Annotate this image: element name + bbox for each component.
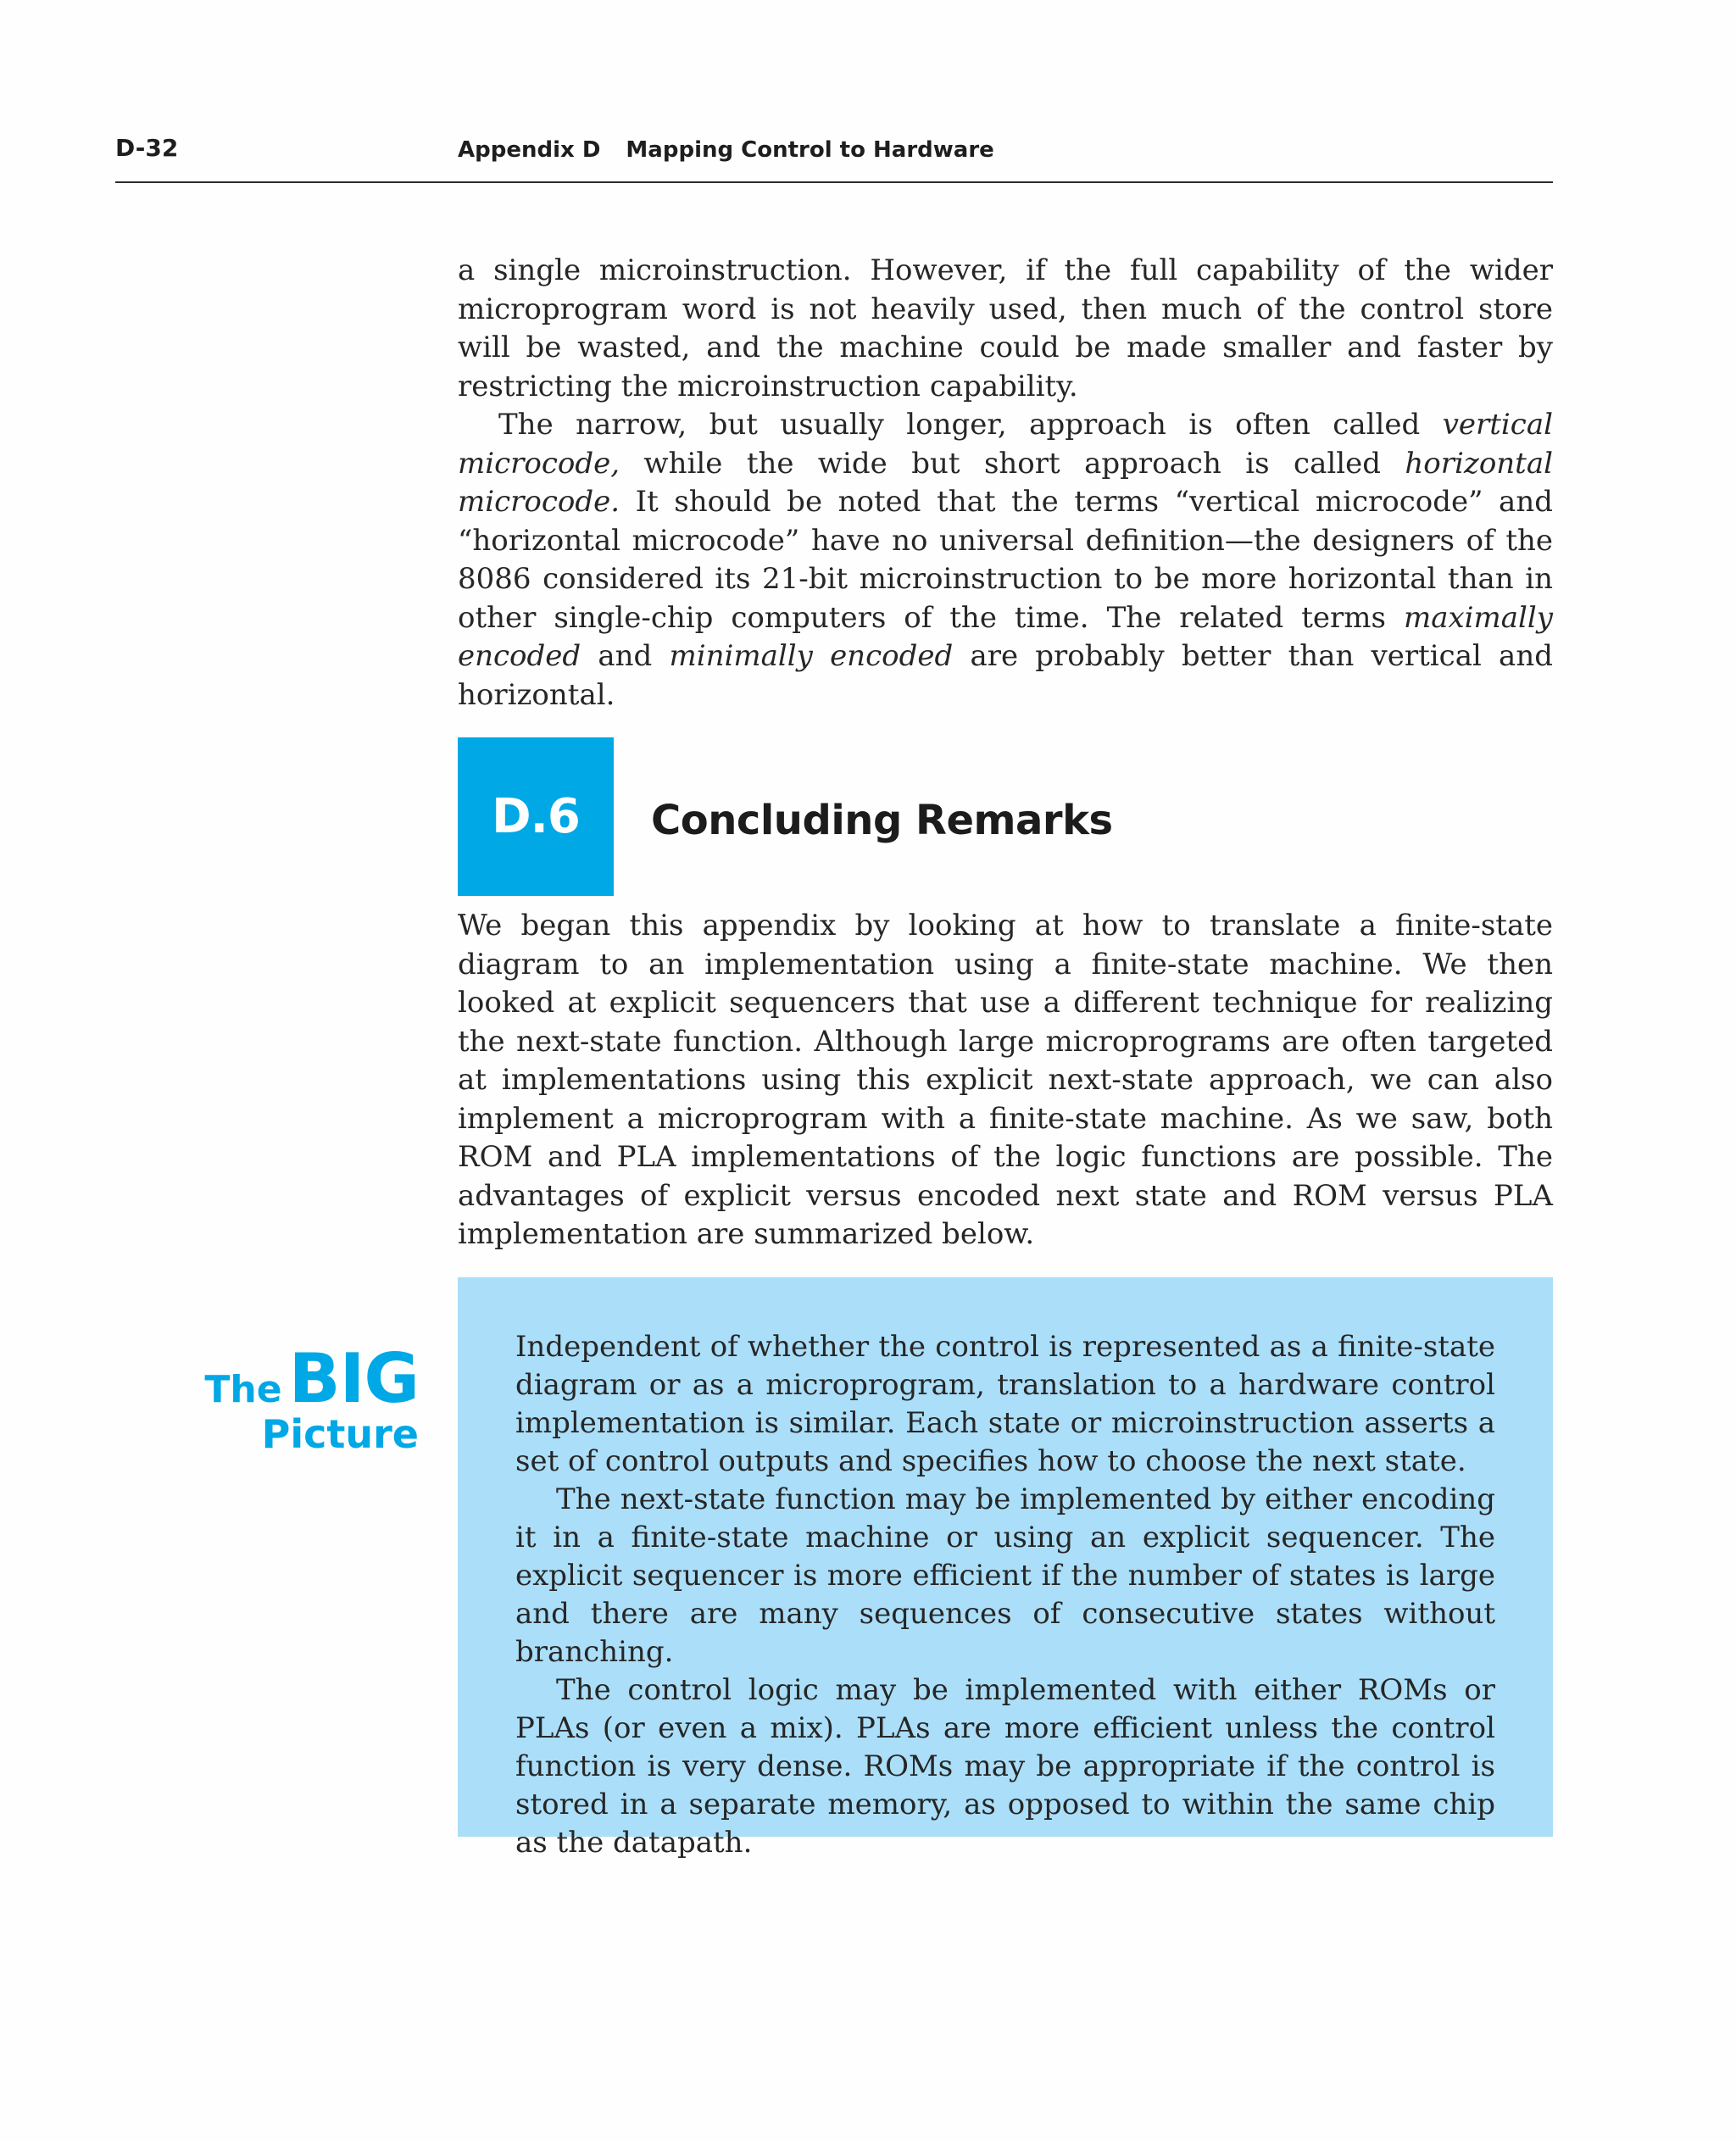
running-title [458, 137, 994, 163]
big-picture-label [195, 1339, 419, 1457]
text-run: It should be noted that the terms “vertical microcode” and “horizontal microcode” have no universal definition—the designers of the 8086 considered its 21-bit microinstruction to be more horizontal than in other single-chip computers of the time. The related terms [458, 485, 1553, 635]
page-number: D-32 [115, 134, 179, 162]
section-title: Concluding Remarks [651, 797, 1113, 844]
chapter-title: Mapping Control to Hardware [626, 137, 994, 163]
paragraph: a single microinstruction. However, if the full capability of the wider microprogram word is not heavily used, then much of the control store will be wasted, and the machine could be made smaller and faster by restricting the microinstruction capability. [458, 253, 1553, 403]
paragraph: The control logic may be implemented with either ROMs or PLAs (or even a mix). PLAs are more efficient unless the control function is very dense. ROMs may be appropriate if the control is stored in a separate memory, as opposed to within the same chip as the datapath. [515, 1673, 1495, 1860]
term-vertical-microcode: vertical microcode, [458, 408, 1553, 481]
paragraph: Independent of whether the control is represented as a finite-state diagram or as a microprogram, translation to a hardware control implementation is similar. Each state or microinstruction asserts a set of control outputs and specifies how to choose the next state. [515, 1330, 1495, 1478]
term-horizontal-microcode: horizontal microcode. [458, 446, 1553, 519]
intro-text [458, 252, 1553, 715]
concluding-text [458, 907, 1553, 1254]
text-run: are probably better than vertical and horizontal. [458, 639, 1553, 712]
paragraph: The next-state function may be implemented by either encoding it in a finite-state machine or using an explicit sequencer. The explicit sequencer is more efficient if the number of states is large and there are many sequences of consecutive states without branching. [515, 1482, 1495, 1669]
big-picture-big: BIG [288, 1339, 419, 1418]
big-picture-picture: Picture [261, 1411, 419, 1457]
big-picture-text [515, 1328, 1495, 1862]
paragraph-microcode-terms [458, 406, 1553, 715]
term-maximally-encoded: maximally encoded [458, 600, 1553, 673]
text-run: The narrow, but usually longer, approach is often called [498, 408, 1443, 442]
big-picture-the: The [204, 1368, 282, 1411]
term-minimally-encoded: minimally encoded [669, 639, 954, 673]
appendix-label: Appendix D [458, 137, 601, 163]
text-run: while the wide but short approach is called [620, 446, 1405, 481]
text-run: and [581, 639, 670, 673]
running-header [115, 129, 1553, 183]
section-number-badge: D.6 [458, 737, 614, 896]
paragraph: We began this appendix by looking at how to translate a finite-state diagram to an implementation using a finite-state machine. We then looked at explicit sequencers that use a different technique for realizing the next-state function. Although large microprograms are often targeted at implementations using this explicit next-state approach, we can also implement a microprogram with a finite-state machine. As we saw, both ROM and PLA implementations of the logic functions are possible. The advantages of explicit versus encoded next state and ROM versus PLA implementation are summarized below. [458, 909, 1553, 1251]
big-picture-box [458, 1277, 1553, 1860]
